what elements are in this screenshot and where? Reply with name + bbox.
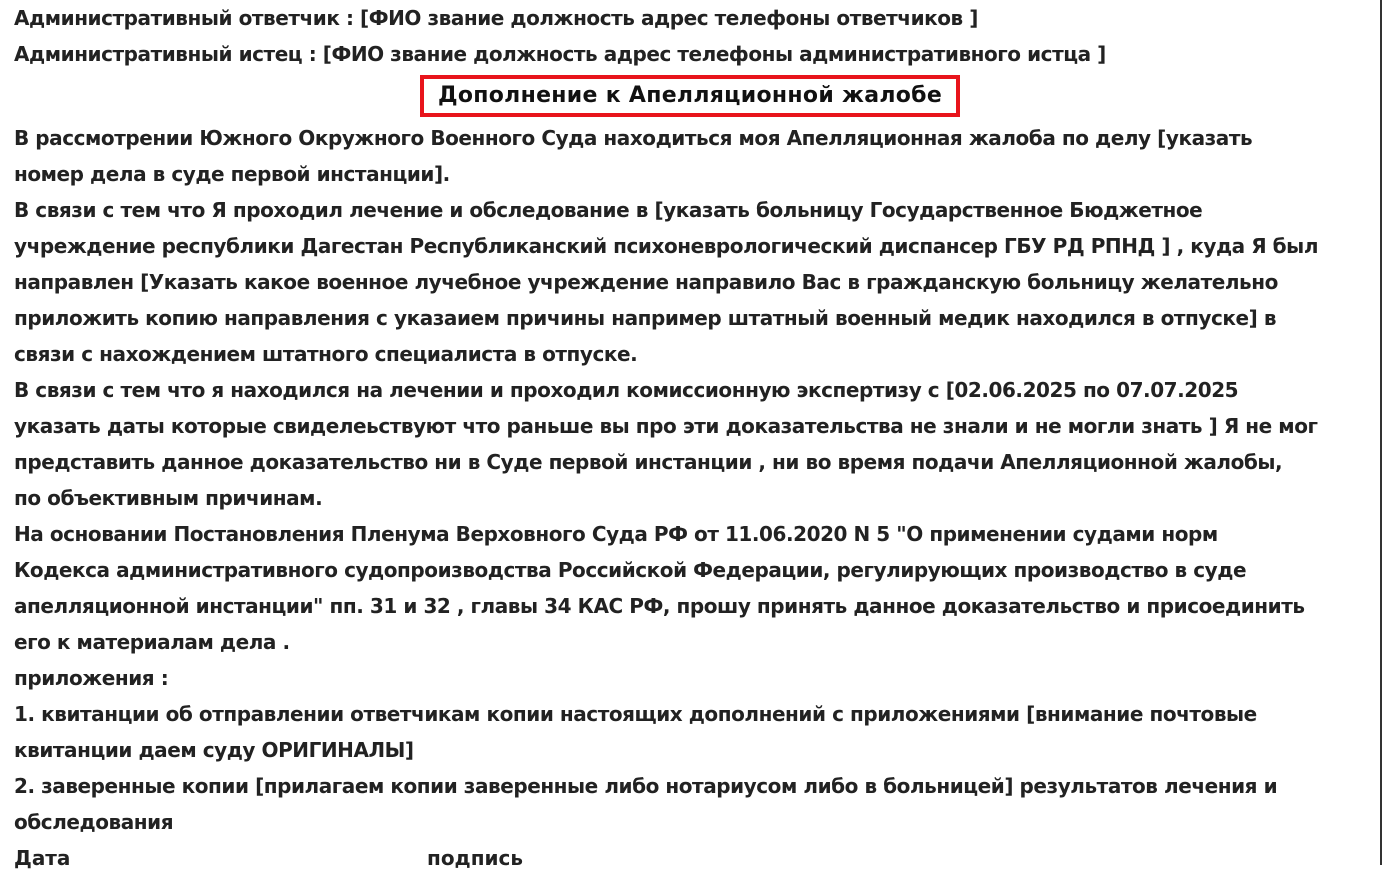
plaintiff-line: Административный истец : [ФИО звание должность адрес телефоны административного истца ]: [14, 42, 1106, 66]
body-line: по объективным причинам.: [14, 486, 323, 510]
body-line: представить данное доказательство ни в Суде первой инстанции , ни во время подачи Апелляционной жалобы,: [14, 450, 1283, 474]
attachment-item: обследования: [14, 810, 174, 834]
body-line: Кодекса административного судопроизводства Российской Федерации, регулирующих производство в суде: [14, 558, 1247, 582]
body-line: учреждение республики Дагестан Республиканский психоневрологический диспансер ГБУ РД РПНД ] , куда Я был: [14, 234, 1319, 258]
body-line: В связи с тем что Я проходил лечение и обследование в [указать больницу Государственное Бюджетное: [14, 198, 1203, 222]
body-line: направлен [Указать какое военное лучебное учреждение направило Вас в гражданскую больницу желательно: [14, 270, 1278, 294]
attachment-item: 2. заверенные копии [прилагаем копии заверенные либо нотариусом либо в больницей] результатов лечения и: [14, 774, 1278, 798]
body-line: связи с нахождением штатного специалиста в отпуске.: [14, 342, 638, 366]
body-line: номер дела в суде первой инстанции].: [14, 162, 450, 186]
body-line: В рассмотрении Южного Окружного Военного Суда находиться моя Апелляционная жалоба по делу [указать: [14, 126, 1253, 150]
attachments-heading: приложения :: [14, 666, 169, 690]
body-line: его к материалам дела .: [14, 630, 290, 654]
document-content: [14, 0, 1376, 876]
body-line: В связи с тем что я находился на лечении и проходил комиссионную экспертизу с [02.06.2025 по 07.07.2025: [14, 378, 1239, 402]
body-line: указать даты которые свиделеьствуют что раньше вы про эти доказательства не знали и не могли знать ] Я не мог: [14, 414, 1318, 438]
document-body: [14, 120, 1376, 840]
title-wrapper: [0, 72, 1380, 120]
date-label: Дата: [14, 846, 71, 870]
signature-label: подпись: [427, 846, 524, 870]
body-line: апелляционной инстанции" пп. 31 и 32 , главы 34 КАС РФ, прошу принять данное доказательство и присоединить: [14, 594, 1305, 618]
respondent-line: Административный ответчик : [ФИО звание должность адрес телефоны ответчиков ]: [14, 6, 978, 30]
body-line: приложить копию направления с указаием причины например штатный военный медик находился в отпуске] в: [14, 306, 1277, 330]
attachment-item: 1. квитанции об отправлении ответчикам копии настоящих дополнений с приложениями [внимание почтовые: [14, 702, 1257, 726]
signature-row: [14, 840, 1376, 876]
body-line: На основании Постановления Пленума Верховного Суда РФ от 11.06.2020 N 5 "О применении судами норм: [14, 522, 1218, 546]
attachment-item: квитанции даем суду ОРИГИНАЛЫ]: [14, 738, 414, 762]
document-title: Дополнение к Апелляционной жалобе: [420, 75, 960, 117]
